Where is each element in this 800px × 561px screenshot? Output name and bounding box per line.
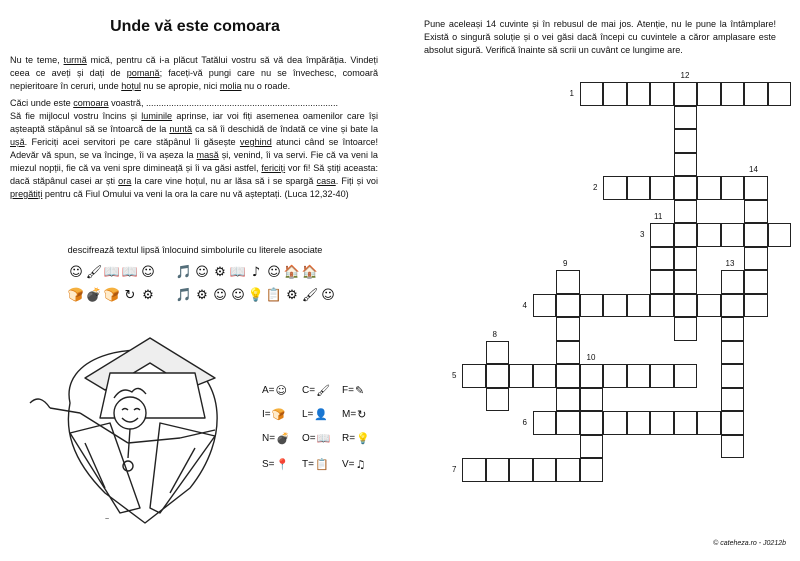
clue-number: 3 bbox=[640, 230, 645, 239]
crossword-cell[interactable] bbox=[556, 294, 580, 318]
cipher-row-2 bbox=[68, 288, 336, 304]
cipher-instruction: descifrează textul lipsă înlocuind simbolurile cu literele asociate bbox=[67, 245, 323, 255]
paragraph-2: Căci unde este comoara voastră, ............................................................................ Să fie mijlocul vostru încins și luminile aprinse, iar voi fiți asemenea oamenilor care își așteaptă stăpânul să se întoarcă de la nuntă ca să îi deschidă de îndată ce vine și bate la ușă. Fericiți acei servitori pe care stăpânul îi găsește veghind atunci când se întoarce! Adevăr vă spun, se va încinge, îi va așeza la masă și, venind, îi va servi. Fie că va veni la miezul nopții, fie că va veni spre dimineață și îi va găsi astfel, fericiți vor fi! Să știți aceasta: dacă stăpânul casei ar ști ora la care vine hoțul, nu ar lăsa să i se spargă casa. Fiți și voi pregătiți pentru că Fiul Omului va veni la ora la care nu vă așteptați. (Luca 12,32-40) bbox=[10, 98, 379, 199]
crossword-cell[interactable] bbox=[697, 82, 721, 106]
clue-number: 10 bbox=[586, 353, 596, 362]
crossword-cell[interactable] bbox=[721, 411, 745, 435]
crossword-cell[interactable] bbox=[744, 223, 768, 247]
clue-number: 1 bbox=[569, 89, 574, 98]
crossword-cell[interactable] bbox=[486, 364, 510, 388]
cipher-symbol: ☺ bbox=[69, 265, 83, 280]
chef-hat-icon: 🍞 bbox=[271, 408, 286, 421]
crossword-cell[interactable] bbox=[486, 341, 510, 365]
crossword-cell[interactable] bbox=[627, 294, 651, 318]
brush-icon: 🖌 bbox=[316, 384, 331, 397]
crossword-cell[interactable] bbox=[509, 364, 533, 388]
legend-item: S= 📍 bbox=[262, 458, 290, 471]
crossword-cell[interactable] bbox=[697, 223, 721, 247]
legend-item: N= 💣 bbox=[262, 432, 290, 445]
cipher-symbol: ☺ bbox=[195, 265, 209, 280]
crossword-cell[interactable] bbox=[556, 341, 580, 365]
crossword-cell[interactable] bbox=[744, 82, 768, 106]
crossword-cell[interactable] bbox=[650, 82, 674, 106]
crossword-cell[interactable] bbox=[721, 341, 745, 365]
cipher-symbol: 💡 bbox=[247, 288, 265, 303]
crossword-cell[interactable] bbox=[674, 270, 698, 294]
crossword-cell[interactable] bbox=[650, 294, 674, 318]
crossword-cell[interactable] bbox=[674, 294, 698, 318]
legend-item: M= ↻ bbox=[342, 408, 367, 421]
crossword-cell[interactable] bbox=[556, 411, 580, 435]
crossword-cell[interactable] bbox=[744, 270, 768, 294]
smiley-icon: ☺ bbox=[275, 384, 287, 397]
crossword-cell[interactable] bbox=[556, 364, 580, 388]
crossword-cell[interactable] bbox=[556, 317, 580, 341]
cipher-symbol: ♪ bbox=[251, 265, 261, 280]
pin-icon: 📍 bbox=[275, 458, 290, 471]
crossword-cell[interactable] bbox=[580, 388, 604, 412]
crossword-cell[interactable] bbox=[509, 458, 533, 482]
crossword-cell[interactable] bbox=[721, 317, 745, 341]
crossword-cell[interactable] bbox=[650, 411, 674, 435]
crossword-cell[interactable] bbox=[580, 364, 604, 388]
crossword-cell[interactable] bbox=[533, 294, 557, 318]
clue-number: 11 bbox=[654, 212, 663, 221]
cipher-symbol: 🍞 bbox=[67, 288, 85, 303]
clue-number: 5 bbox=[452, 371, 457, 380]
crossword-cell[interactable] bbox=[721, 270, 745, 294]
cipher-symbol: 🏠 bbox=[283, 265, 301, 280]
crossword-cell[interactable] bbox=[650, 270, 674, 294]
crossword-cell[interactable] bbox=[768, 223, 792, 247]
legend-item: C= 🖌 bbox=[302, 384, 331, 397]
crossword-cell[interactable] bbox=[674, 176, 698, 200]
legend-item: T= 📋 bbox=[302, 458, 329, 471]
crossword-cell[interactable] bbox=[580, 458, 604, 482]
user-icon: 👤 bbox=[314, 408, 329, 421]
cipher-symbol: 🎵 bbox=[175, 288, 193, 303]
crossword-cell[interactable] bbox=[580, 82, 604, 106]
crossword-cell[interactable] bbox=[744, 247, 768, 271]
cipher-symbol: 🖌 bbox=[301, 288, 319, 303]
cipher-space bbox=[158, 265, 174, 281]
cipher-symbol: 🍞 bbox=[103, 288, 121, 303]
treasure-chest-illustration bbox=[10, 318, 240, 533]
scripture-text bbox=[10, 54, 378, 205]
legend-item: O= 📖 bbox=[302, 432, 331, 445]
cipher-symbol: 📖 bbox=[229, 265, 247, 280]
cipher-symbol: ☺ bbox=[231, 288, 245, 303]
crossword-cell[interactable] bbox=[533, 458, 557, 482]
crossword-cell[interactable] bbox=[674, 317, 698, 341]
clue-number: 8 bbox=[492, 329, 497, 339]
crossword-cell[interactable] bbox=[674, 200, 698, 224]
crossword-cell[interactable] bbox=[674, 129, 698, 153]
crossword-cell[interactable] bbox=[556, 458, 580, 482]
cipher-symbol: ⚙ bbox=[214, 265, 226, 280]
clue-number: 6 bbox=[522, 418, 527, 427]
crossword-cell[interactable] bbox=[462, 458, 486, 482]
clue-number: 9 bbox=[563, 259, 568, 268]
crossword-cell[interactable] bbox=[486, 458, 510, 482]
book-icon: 📖 bbox=[316, 432, 331, 445]
clue-number: 7 bbox=[452, 465, 457, 474]
crossword-cell[interactable] bbox=[674, 411, 698, 435]
crossword-cell[interactable] bbox=[721, 82, 745, 106]
cipher-symbol: 🏠 bbox=[301, 265, 319, 280]
crossword-cell[interactable] bbox=[674, 153, 698, 177]
cipher-row-1 bbox=[68, 265, 318, 281]
cipher-symbol: ☺ bbox=[141, 265, 155, 280]
clue-number: 13 bbox=[725, 259, 735, 268]
crossword-cell[interactable] bbox=[721, 223, 745, 247]
cipher-symbol: ⚙ bbox=[142, 288, 154, 303]
copyright-footer: © cateheza.ro - J0212b bbox=[713, 540, 786, 547]
cipher-symbol: 📖 bbox=[121, 265, 139, 280]
crossword-cell[interactable] bbox=[744, 176, 768, 200]
crossword-cell[interactable] bbox=[721, 294, 745, 318]
clue-number: 12 bbox=[680, 71, 690, 80]
crossword-cell[interactable] bbox=[556, 388, 580, 412]
cipher-symbol: 💣 bbox=[85, 288, 103, 303]
crossword-cell[interactable] bbox=[556, 270, 580, 294]
legend-item: L= 👤 bbox=[302, 408, 329, 421]
clipboard-icon: 📋 bbox=[314, 458, 329, 471]
crossword-cell[interactable] bbox=[674, 106, 698, 130]
artist-signature: ~ bbox=[105, 516, 110, 523]
crossword-cell[interactable] bbox=[721, 176, 745, 200]
crossword-cell[interactable] bbox=[603, 176, 627, 200]
pencil-icon: ✎ bbox=[354, 384, 365, 397]
cipher-symbol: ☺ bbox=[213, 288, 227, 303]
cipher-space bbox=[158, 288, 174, 304]
legend-item: A= ☺ bbox=[262, 384, 287, 397]
crossword-cell[interactable] bbox=[533, 364, 557, 388]
crossword-instructions: Pune aceleași 14 cuvinte și în rebusul de mai jos. Atenție, nu le pune la întâmplare! Există o singură soluție și o vei găsi dacă începi cu cuvintele a căror amplasare este absolut sigură. Verifică înainte să scrii un cuvânt ce lungime are. bbox=[424, 19, 776, 55]
crossword-cell[interactable] bbox=[650, 364, 674, 388]
crossword-cell[interactable] bbox=[627, 176, 651, 200]
cipher-symbol: ↻ bbox=[124, 288, 136, 303]
cipher-symbol: ☺ bbox=[267, 265, 281, 280]
crossword-cell[interactable] bbox=[603, 411, 627, 435]
crossword-cell[interactable] bbox=[768, 82, 792, 106]
crossword-cell[interactable] bbox=[674, 223, 698, 247]
legend-item: F= ✎ bbox=[342, 384, 365, 397]
clue-number: 4 bbox=[522, 300, 527, 310]
refresh-icon: ↻ bbox=[357, 408, 367, 421]
crossword-cell[interactable] bbox=[697, 176, 721, 200]
cipher-symbol: ⚙ bbox=[286, 288, 298, 303]
crossword-cell[interactable] bbox=[580, 411, 604, 435]
crossword-cell[interactable] bbox=[650, 176, 674, 200]
page-title: Unde vă este comoara bbox=[110, 18, 280, 35]
crossword-cell[interactable] bbox=[462, 364, 486, 388]
crossword-cell[interactable] bbox=[721, 388, 745, 412]
crossword-cell[interactable] bbox=[486, 388, 510, 412]
paragraph-1: Nu te teme, turmă mică, pentru că i-a plăcut Tatălui vostru să vă dea împărăția. Vindeți ceea ce aveți și dați de pomană; faceți-vă pungi care nu se învechesc, comoară nepieritoare în ceruri, unde hoțul nu se apropie, nici molia nu o roade. bbox=[10, 55, 378, 91]
cipher-symbol: 🖌 bbox=[85, 265, 103, 280]
crossword-cell[interactable] bbox=[533, 411, 557, 435]
clue-number: 14 bbox=[749, 165, 758, 174]
crossword-cell[interactable] bbox=[674, 82, 698, 106]
crossword-cell[interactable] bbox=[650, 223, 674, 247]
crossword-cell[interactable] bbox=[697, 294, 721, 318]
crossword-cell[interactable] bbox=[603, 294, 627, 318]
crossword-cell[interactable] bbox=[627, 364, 651, 388]
crossword-cell[interactable] bbox=[674, 364, 698, 388]
crossword-cell[interactable] bbox=[603, 82, 627, 106]
cipher-symbol: ⚙ bbox=[196, 288, 208, 303]
crossword-cell[interactable] bbox=[674, 247, 698, 271]
crossword-cell[interactable] bbox=[627, 411, 651, 435]
crossword-cell[interactable] bbox=[721, 435, 745, 459]
crossword-cell[interactable] bbox=[580, 435, 604, 459]
music-note-icon: ♫ bbox=[355, 458, 366, 471]
crossword-cell[interactable] bbox=[744, 294, 768, 318]
crossword-cell[interactable] bbox=[721, 364, 745, 388]
cipher-symbol: 🎵 bbox=[175, 265, 193, 280]
crossword-cell[interactable] bbox=[603, 364, 627, 388]
crossword-cell[interactable] bbox=[580, 294, 604, 318]
lightbulb-icon: 💡 bbox=[356, 432, 370, 445]
legend-item: V= ♫ bbox=[342, 458, 366, 471]
crossword-cell[interactable] bbox=[697, 411, 721, 435]
crossword-cell[interactable] bbox=[650, 247, 674, 271]
cipher-symbol: ☺ bbox=[321, 288, 335, 303]
clue-number: 2 bbox=[593, 183, 598, 192]
bomb-icon: 💣 bbox=[276, 432, 290, 445]
crossword-cell[interactable] bbox=[627, 82, 651, 106]
cipher-symbol: 📖 bbox=[103, 265, 121, 280]
legend-item: I= 🍞 bbox=[262, 408, 286, 421]
crossword-cell[interactable] bbox=[744, 200, 768, 224]
cipher-symbol: 📋 bbox=[265, 288, 283, 303]
legend-item: R= 💡 bbox=[342, 432, 370, 445]
